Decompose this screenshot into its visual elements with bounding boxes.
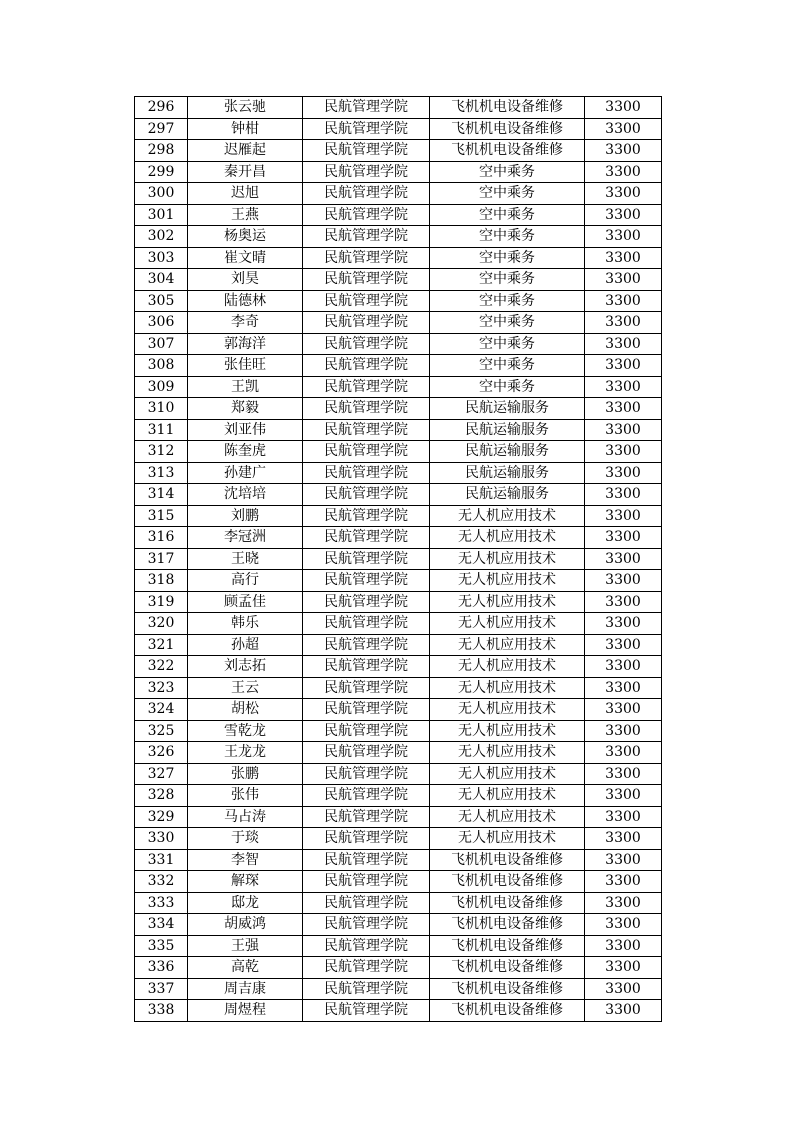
table-row — [135, 742, 662, 764]
table-row — [135, 97, 662, 119]
major-name-cell: 无人机应用技术 — [430, 634, 585, 656]
row-number-cell: 311 — [135, 419, 188, 441]
school-name-cell: 民航管理学院 — [303, 570, 430, 592]
row-number-cell: 300 — [135, 183, 188, 205]
row-number-cell: 313 — [135, 462, 188, 484]
amount-cell: 3300 — [585, 269, 662, 291]
major-name-cell: 飞机机电设备维修 — [430, 118, 585, 140]
table-row — [135, 763, 662, 785]
student-name-cell: 沈培培 — [188, 484, 303, 506]
table-row — [135, 226, 662, 248]
row-number-cell: 338 — [135, 1000, 188, 1022]
row-number-cell: 299 — [135, 161, 188, 183]
school-name-cell: 民航管理学院 — [303, 828, 430, 850]
major-name-cell: 飞机机电设备维修 — [430, 140, 585, 162]
table-row — [135, 484, 662, 506]
school-name-cell: 民航管理学院 — [303, 763, 430, 785]
amount-cell: 3300 — [585, 97, 662, 119]
row-number-cell: 308 — [135, 355, 188, 377]
student-name-cell: 周煜程 — [188, 1000, 303, 1022]
amount-cell: 3300 — [585, 484, 662, 506]
school-name-cell: 民航管理学院 — [303, 613, 430, 635]
student-name-cell: 张云驰 — [188, 97, 303, 119]
table-row — [135, 312, 662, 334]
student-name-cell: 刘鹏 — [188, 505, 303, 527]
table-row — [135, 785, 662, 807]
major-name-cell: 民航运输服务 — [430, 484, 585, 506]
school-name-cell: 民航管理学院 — [303, 699, 430, 721]
major-name-cell: 空中乘务 — [430, 312, 585, 334]
amount-cell: 3300 — [585, 656, 662, 678]
table-row — [135, 505, 662, 527]
school-name-cell: 民航管理学院 — [303, 957, 430, 979]
row-number-cell: 301 — [135, 204, 188, 226]
row-number-cell: 334 — [135, 914, 188, 936]
row-number-cell: 306 — [135, 312, 188, 334]
student-name-cell: 刘昊 — [188, 269, 303, 291]
major-name-cell: 飞机机电设备维修 — [430, 935, 585, 957]
major-name-cell: 无人机应用技术 — [430, 548, 585, 570]
school-name-cell: 民航管理学院 — [303, 441, 430, 463]
school-name-cell: 民航管理学院 — [303, 505, 430, 527]
amount-cell: 3300 — [585, 419, 662, 441]
amount-cell: 3300 — [585, 140, 662, 162]
student-name-cell: 解琛 — [188, 871, 303, 893]
table-row — [135, 140, 662, 162]
row-number-cell: 305 — [135, 290, 188, 312]
row-number-cell: 303 — [135, 247, 188, 269]
student-name-cell: 王云 — [188, 677, 303, 699]
school-name-cell: 民航管理学院 — [303, 892, 430, 914]
major-name-cell: 无人机应用技术 — [430, 656, 585, 678]
school-name-cell: 民航管理学院 — [303, 312, 430, 334]
major-name-cell: 无人机应用技术 — [430, 613, 585, 635]
school-name-cell: 民航管理学院 — [303, 226, 430, 248]
amount-cell: 3300 — [585, 548, 662, 570]
row-number-cell: 312 — [135, 441, 188, 463]
major-name-cell: 飞机机电设备维修 — [430, 871, 585, 893]
row-number-cell: 331 — [135, 849, 188, 871]
student-name-cell: 马占涛 — [188, 806, 303, 828]
major-name-cell: 无人机应用技术 — [430, 699, 585, 721]
table-row — [135, 462, 662, 484]
amount-cell: 3300 — [585, 462, 662, 484]
table-row — [135, 849, 662, 871]
roster-table — [134, 96, 662, 1022]
school-name-cell: 民航管理学院 — [303, 978, 430, 1000]
amount-cell: 3300 — [585, 290, 662, 312]
table-row — [135, 935, 662, 957]
student-name-cell: 于琰 — [188, 828, 303, 850]
table-row — [135, 978, 662, 1000]
student-name-cell: 周吉康 — [188, 978, 303, 1000]
student-name-cell: 高乾 — [188, 957, 303, 979]
major-name-cell: 飞机机电设备维修 — [430, 1000, 585, 1022]
student-name-cell: 杨奥运 — [188, 226, 303, 248]
school-name-cell: 民航管理学院 — [303, 677, 430, 699]
school-name-cell: 民航管理学院 — [303, 204, 430, 226]
table-row — [135, 720, 662, 742]
amount-cell: 3300 — [585, 226, 662, 248]
student-name-cell: 李智 — [188, 849, 303, 871]
student-name-cell: 张佳旺 — [188, 355, 303, 377]
major-name-cell: 民航运输服务 — [430, 398, 585, 420]
student-name-cell: 张伟 — [188, 785, 303, 807]
row-number-cell: 316 — [135, 527, 188, 549]
major-name-cell: 空中乘务 — [430, 161, 585, 183]
amount-cell: 3300 — [585, 570, 662, 592]
table-row — [135, 806, 662, 828]
student-name-cell: 高行 — [188, 570, 303, 592]
roster-table-body — [135, 97, 662, 1022]
table-row — [135, 634, 662, 656]
major-name-cell: 飞机机电设备维修 — [430, 978, 585, 1000]
table-row — [135, 398, 662, 420]
table-row — [135, 204, 662, 226]
table-row — [135, 118, 662, 140]
row-number-cell: 335 — [135, 935, 188, 957]
amount-cell: 3300 — [585, 634, 662, 656]
major-name-cell: 空中乘务 — [430, 355, 585, 377]
major-name-cell: 空中乘务 — [430, 333, 585, 355]
row-number-cell: 325 — [135, 720, 188, 742]
table-row — [135, 892, 662, 914]
row-number-cell: 333 — [135, 892, 188, 914]
student-name-cell: 迟雁起 — [188, 140, 303, 162]
major-name-cell: 民航运输服务 — [430, 441, 585, 463]
student-name-cell: 郑毅 — [188, 398, 303, 420]
table-row — [135, 828, 662, 850]
student-name-cell: 王燕 — [188, 204, 303, 226]
student-name-cell: 张鹏 — [188, 763, 303, 785]
table-row — [135, 376, 662, 398]
row-number-cell: 322 — [135, 656, 188, 678]
major-name-cell: 空中乘务 — [430, 269, 585, 291]
table-row — [135, 355, 662, 377]
table-row — [135, 247, 662, 269]
amount-cell: 3300 — [585, 161, 662, 183]
school-name-cell: 民航管理学院 — [303, 355, 430, 377]
school-name-cell: 民航管理学院 — [303, 376, 430, 398]
table-row — [135, 871, 662, 893]
table-row — [135, 957, 662, 979]
student-name-cell: 顾孟佳 — [188, 591, 303, 613]
row-number-cell: 326 — [135, 742, 188, 764]
amount-cell: 3300 — [585, 376, 662, 398]
row-number-cell: 323 — [135, 677, 188, 699]
major-name-cell: 空中乘务 — [430, 247, 585, 269]
row-number-cell: 314 — [135, 484, 188, 506]
major-name-cell: 飞机机电设备维修 — [430, 97, 585, 119]
table-row — [135, 419, 662, 441]
student-name-cell: 陈奎虎 — [188, 441, 303, 463]
amount-cell: 3300 — [585, 527, 662, 549]
student-name-cell: 孙超 — [188, 634, 303, 656]
amount-cell: 3300 — [585, 978, 662, 1000]
amount-cell: 3300 — [585, 398, 662, 420]
row-number-cell: 337 — [135, 978, 188, 1000]
major-name-cell: 无人机应用技术 — [430, 720, 585, 742]
student-name-cell: 邸龙 — [188, 892, 303, 914]
table-row — [135, 591, 662, 613]
row-number-cell: 330 — [135, 828, 188, 850]
school-name-cell: 民航管理学院 — [303, 183, 430, 205]
amount-cell: 3300 — [585, 1000, 662, 1022]
student-name-cell: 李冠洲 — [188, 527, 303, 549]
row-number-cell: 310 — [135, 398, 188, 420]
school-name-cell: 民航管理学院 — [303, 914, 430, 936]
table-row — [135, 441, 662, 463]
table-row — [135, 527, 662, 549]
school-name-cell: 民航管理学院 — [303, 333, 430, 355]
student-name-cell: 雪乾龙 — [188, 720, 303, 742]
table-row — [135, 269, 662, 291]
school-name-cell: 民航管理学院 — [303, 484, 430, 506]
school-name-cell: 民航管理学院 — [303, 742, 430, 764]
row-number-cell: 309 — [135, 376, 188, 398]
major-name-cell: 空中乘务 — [430, 290, 585, 312]
student-name-cell: 崔文晴 — [188, 247, 303, 269]
school-name-cell: 民航管理学院 — [303, 935, 430, 957]
major-name-cell: 无人机应用技术 — [430, 570, 585, 592]
major-name-cell: 无人机应用技术 — [430, 785, 585, 807]
amount-cell: 3300 — [585, 763, 662, 785]
school-name-cell: 民航管理学院 — [303, 656, 430, 678]
row-number-cell: 298 — [135, 140, 188, 162]
major-name-cell: 空中乘务 — [430, 204, 585, 226]
student-name-cell: 王凯 — [188, 376, 303, 398]
school-name-cell: 民航管理学院 — [303, 720, 430, 742]
amount-cell: 3300 — [585, 720, 662, 742]
school-name-cell: 民航管理学院 — [303, 634, 430, 656]
amount-cell: 3300 — [585, 333, 662, 355]
amount-cell: 3300 — [585, 849, 662, 871]
student-name-cell: 王强 — [188, 935, 303, 957]
school-name-cell: 民航管理学院 — [303, 806, 430, 828]
school-name-cell: 民航管理学院 — [303, 118, 430, 140]
row-number-cell: 328 — [135, 785, 188, 807]
school-name-cell: 民航管理学院 — [303, 290, 430, 312]
row-number-cell: 321 — [135, 634, 188, 656]
amount-cell: 3300 — [585, 591, 662, 613]
amount-cell: 3300 — [585, 935, 662, 957]
student-name-cell: 陆德林 — [188, 290, 303, 312]
table-row — [135, 290, 662, 312]
student-name-cell: 李奇 — [188, 312, 303, 334]
major-name-cell: 民航运输服务 — [430, 462, 585, 484]
school-name-cell: 民航管理学院 — [303, 247, 430, 269]
major-name-cell: 无人机应用技术 — [430, 527, 585, 549]
student-name-cell: 王晓 — [188, 548, 303, 570]
row-number-cell: 297 — [135, 118, 188, 140]
row-number-cell: 327 — [135, 763, 188, 785]
amount-cell: 3300 — [585, 204, 662, 226]
amount-cell: 3300 — [585, 828, 662, 850]
student-name-cell: 胡威鸿 — [188, 914, 303, 936]
table-row — [135, 570, 662, 592]
row-number-cell: 319 — [135, 591, 188, 613]
amount-cell: 3300 — [585, 806, 662, 828]
student-name-cell: 韩乐 — [188, 613, 303, 635]
table-row — [135, 333, 662, 355]
amount-cell: 3300 — [585, 742, 662, 764]
school-name-cell: 民航管理学院 — [303, 527, 430, 549]
table-row — [135, 183, 662, 205]
major-name-cell: 飞机机电设备维修 — [430, 914, 585, 936]
school-name-cell: 民航管理学院 — [303, 269, 430, 291]
school-name-cell: 民航管理学院 — [303, 785, 430, 807]
table-row — [135, 1000, 662, 1022]
school-name-cell: 民航管理学院 — [303, 462, 430, 484]
major-name-cell: 空中乘务 — [430, 183, 585, 205]
amount-cell: 3300 — [585, 677, 662, 699]
row-number-cell: 302 — [135, 226, 188, 248]
amount-cell: 3300 — [585, 441, 662, 463]
student-name-cell: 胡松 — [188, 699, 303, 721]
amount-cell: 3300 — [585, 892, 662, 914]
student-name-cell: 王龙龙 — [188, 742, 303, 764]
school-name-cell: 民航管理学院 — [303, 97, 430, 119]
amount-cell: 3300 — [585, 183, 662, 205]
row-number-cell: 320 — [135, 613, 188, 635]
amount-cell: 3300 — [585, 247, 662, 269]
amount-cell: 3300 — [585, 505, 662, 527]
student-name-cell: 郭海洋 — [188, 333, 303, 355]
major-name-cell: 民航运输服务 — [430, 419, 585, 441]
table-row — [135, 613, 662, 635]
school-name-cell: 民航管理学院 — [303, 161, 430, 183]
amount-cell: 3300 — [585, 871, 662, 893]
school-name-cell: 民航管理学院 — [303, 419, 430, 441]
row-number-cell: 324 — [135, 699, 188, 721]
row-number-cell: 307 — [135, 333, 188, 355]
major-name-cell: 无人机应用技术 — [430, 677, 585, 699]
table-row — [135, 677, 662, 699]
school-name-cell: 民航管理学院 — [303, 1000, 430, 1022]
row-number-cell: 296 — [135, 97, 188, 119]
row-number-cell: 318 — [135, 570, 188, 592]
student-name-cell: 钟柑 — [188, 118, 303, 140]
row-number-cell: 329 — [135, 806, 188, 828]
major-name-cell: 无人机应用技术 — [430, 591, 585, 613]
major-name-cell: 飞机机电设备维修 — [430, 892, 585, 914]
table-row — [135, 656, 662, 678]
table-row — [135, 548, 662, 570]
school-name-cell: 民航管理学院 — [303, 591, 430, 613]
major-name-cell: 空中乘务 — [430, 226, 585, 248]
amount-cell: 3300 — [585, 613, 662, 635]
row-number-cell: 304 — [135, 269, 188, 291]
school-name-cell: 民航管理学院 — [303, 871, 430, 893]
row-number-cell: 317 — [135, 548, 188, 570]
school-name-cell: 民航管理学院 — [303, 849, 430, 871]
major-name-cell: 无人机应用技术 — [430, 742, 585, 764]
student-name-cell: 迟旭 — [188, 183, 303, 205]
school-name-cell: 民航管理学院 — [303, 548, 430, 570]
table-row — [135, 161, 662, 183]
row-number-cell: 315 — [135, 505, 188, 527]
major-name-cell: 空中乘务 — [430, 376, 585, 398]
amount-cell: 3300 — [585, 957, 662, 979]
school-name-cell: 民航管理学院 — [303, 140, 430, 162]
amount-cell: 3300 — [585, 312, 662, 334]
amount-cell: 3300 — [585, 118, 662, 140]
table-row — [135, 699, 662, 721]
row-number-cell: 336 — [135, 957, 188, 979]
amount-cell: 3300 — [585, 785, 662, 807]
major-name-cell: 飞机机电设备维修 — [430, 957, 585, 979]
table-row — [135, 914, 662, 936]
school-name-cell: 民航管理学院 — [303, 398, 430, 420]
amount-cell: 3300 — [585, 914, 662, 936]
amount-cell: 3300 — [585, 355, 662, 377]
student-name-cell: 孙建广 — [188, 462, 303, 484]
major-name-cell: 无人机应用技术 — [430, 505, 585, 527]
student-name-cell: 秦开昌 — [188, 161, 303, 183]
major-name-cell: 无人机应用技术 — [430, 806, 585, 828]
major-name-cell: 无人机应用技术 — [430, 828, 585, 850]
major-name-cell: 飞机机电设备维修 — [430, 849, 585, 871]
student-name-cell: 刘亚伟 — [188, 419, 303, 441]
student-name-cell: 刘志拓 — [188, 656, 303, 678]
major-name-cell: 无人机应用技术 — [430, 763, 585, 785]
row-number-cell: 332 — [135, 871, 188, 893]
amount-cell: 3300 — [585, 699, 662, 721]
